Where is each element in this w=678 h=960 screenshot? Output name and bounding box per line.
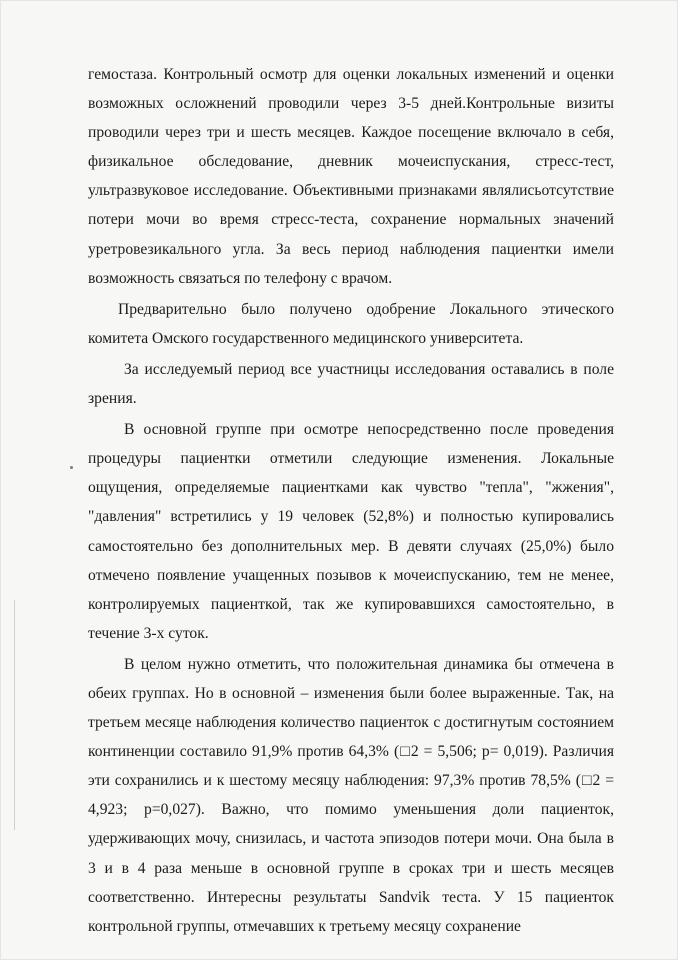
paragraph: В целом нужно отметить, что положительная динамика бы отмечена в обеих группах. Но в основной – изменения были более выраженные. Так, на третьем месяце наблюдения количество пациенток с достигнутым состоянием континенции составило 91,9% против 64,3% (□2 = 5,506; p= 0,019). Различия эти сохранились и к шестому месяцу наблюдения: 97,3% против 78,5% (□2 = 4,923; p=0,027). Важно, что помимо уменьшения доли пациенток, удерживающих мочу, снизилась, и частота эпизодов потери мочи. Она была в 3 и в 4 раза меньше в основной группе в сроках три и шесть месяцев соответственно. Интересны результаты Sandvik теста. У 15 пациенток контрольной группы, отмечавших к третьему месяцу сохранение [88,655,614,935]
body-text [88,60,614,941]
paragraph: гемостаза. Контрольный осмотр для оценки локальных изменений и оценки возможных осложнений проводили через 3-5 дней.Контрольные визиты проводили через три и шесть месяцев. Каждое посещение включало в себя, физикальное обследование, дневник мочеиспускания, стресс-тест, ультразвуковое исследование. Объективными признаками являлисьотсутствие потери мочи во время стресс-теста, сохранение нормальных значений уретровезикального угла. За весь период наблюдения пациентки имели возможность связаться по телефону с врачом. [88,66,614,287]
paragraph: В основной группе при осмотре непосредственно после проведения процедуры пациентки отметили следующие изменения. Локальные ощущения, определяемые пациентками как чувство "тепла", "жжения", "давления" встретились у 19 человек (52,8%) и полностью купировались самостоятельно без дополнительных мер. В девяти случаях (25,0%) было отмечено появление учащенных позывов к мочеиспусканию, тем не менее, контролируемых пациенткой, так же купировавшихся самостоятельно, в течение 3-х суток. [88,421,614,642]
scan-speck [70,466,73,469]
scan-edge-mark [14,600,15,830]
paragraph: Предварительно было получено одобрение Локального этического комитета Омского государственного медицинского университета. [88,300,614,347]
paragraph: За исследуемый период все участницы исследования оставались в поле зрения. [88,360,614,408]
